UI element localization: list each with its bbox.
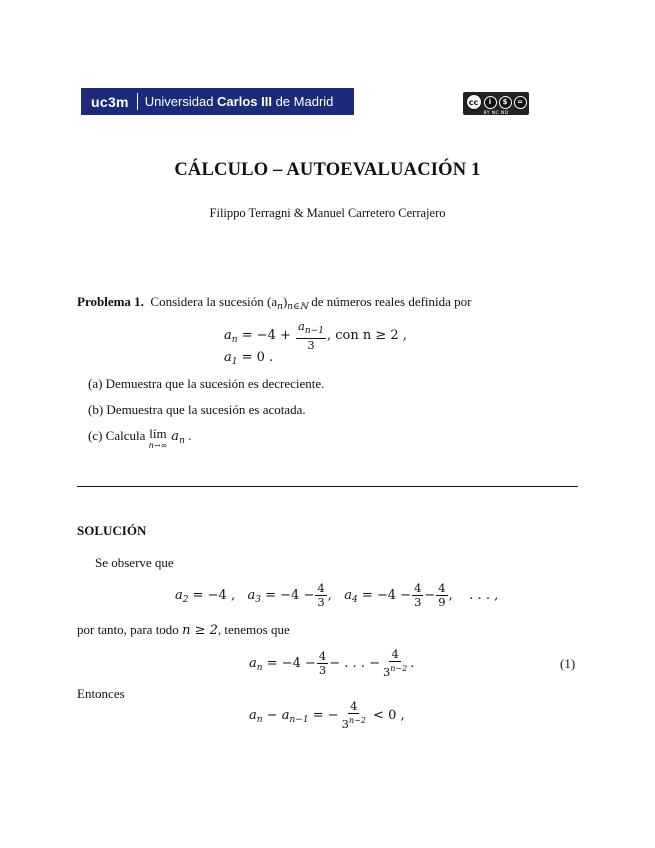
problem-item-a: (a) Demuestra que la sucesión es decreciente. [88,376,325,391]
cc-by-icon: i [484,96,497,109]
problem-item-c: (c) Calcula lím n→∞ $a_n$ . [88,426,192,450]
equation-number: (1) [560,656,576,671]
logo-short: uc3m [91,93,129,110]
equation-recurrence: $a_n = -4$ + $\frac{a_{n-1}}{3}$ , con n ≥ 2 , [224,319,407,352]
problem-item-b: (b) Demuestra que la sucesión es acotada. [88,402,306,417]
problem-statement: Problema 1. Considera la sucesión $(a_n)_{n\in ℕ}$ de números reales definida por [77,294,472,312]
university-logo [81,88,354,115]
cc-license-text: BY NC ND [483,111,509,116]
logo-name: Universidad Carlos III de Madrid [144,94,334,109]
page-title: CÁLCULO – AUTOEVALUACIÓN 1 [174,160,481,180]
equation-first-terms: $a_2 = -4$ , $a_3 = -4$ − $\frac{4}{3}$ , $a_4 = -4$ − $\frac{4}{3}$ − $\frac{4}{9}$ , . . . , [175,581,499,609]
authors: Filippo Terragni & Manuel Carretero Cerrajero [209,206,446,220]
solution-heading: SOLUCIÓN [77,523,147,538]
equation-initial: $a_1 = 0$ . [224,350,274,367]
equation-difference: $a_n - a_{n-1}$ = − $\frac{4}{3^{n-2}}$ < 0 , [249,699,405,731]
cc-logo-icon: cc [466,94,482,110]
section-divider [77,486,578,487]
cc-nc-icon: $ [499,96,512,109]
equation-general-term: $a_n = -4$ − $\frac{4}{3}$ − . . . − $\frac{4}{3^{n-2}}$ . [249,647,415,679]
problem-label: Problema 1. [77,294,144,309]
solution-intro: Se observe que [95,555,174,570]
cc-nd-icon: = [514,96,527,109]
solution-paragraph-3: Entonces [77,686,125,701]
solution-paragraph-2: por tanto, para todo n ≥ 2, tenemos que [77,622,290,638]
cc-license-icon [463,92,529,115]
